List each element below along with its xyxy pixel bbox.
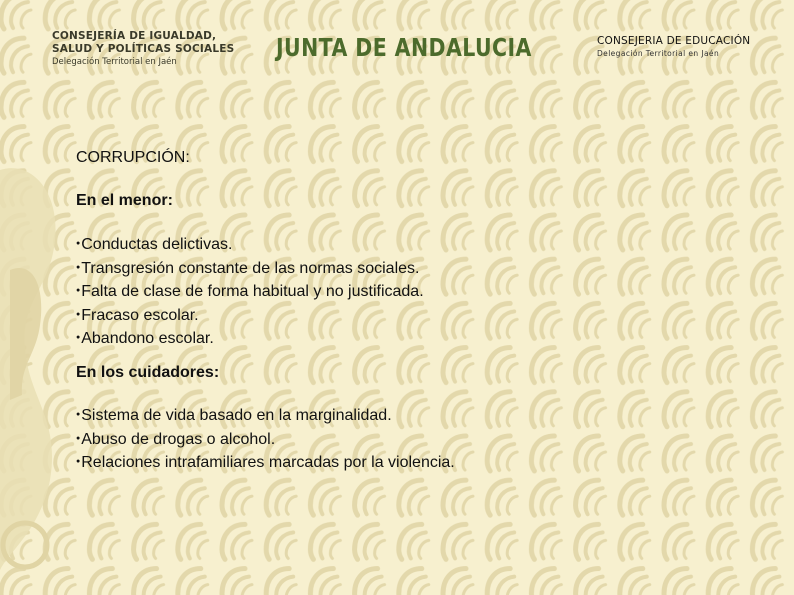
bullet-icon: ● — [76, 434, 81, 442]
section-heading-minor: En el menor: — [76, 192, 173, 209]
section-heading-caregivers: En los cuidadores: — [76, 364, 220, 381]
bullet-icon: ● — [76, 411, 81, 419]
list-item: ●Relaciones intrafamiliares marcadas por la violencia. — [76, 454, 455, 472]
minor-indicator-list — [76, 233, 424, 351]
institution-delegation: Delegación Territorial en Jaén — [52, 57, 177, 67]
page-title: CORRUPCIÓN: — [76, 149, 190, 166]
list-item: ●Conductas delictivas. — [76, 236, 233, 253]
list-item: ●Abuso de drogas o alcohol. — [76, 430, 276, 448]
bullet-icon: ● — [76, 287, 81, 295]
bullet-icon: ● — [76, 334, 81, 342]
education-council-name: CONSEJERIA DE EDUCACIÓN — [597, 35, 751, 47]
bullet-icon: ● — [76, 310, 81, 318]
header-left-institution — [52, 30, 234, 69]
education-delegation: Delegación Territorial en Jaén — [597, 49, 720, 58]
header-right-institution — [597, 35, 750, 58]
junta-de-andalucia-logo-text: JUNTA DE ANDALUCIA — [276, 33, 532, 62]
list-item: ●Transgresión constante de las normas sociales. — [76, 259, 420, 277]
andalucia-emblem-watermark — [0, 150, 70, 590]
list-item: ●Falta de clase de forma habitual y no justificada. — [76, 283, 424, 301]
bullet-icon: ● — [76, 458, 81, 466]
institution-name-line2: SALUD Y POLÍTICAS SOCIALES — [52, 43, 235, 55]
institution-name-line1: CONSEJERÍA DE IGUALDAD, — [52, 30, 217, 42]
list-item: ●Fracaso escolar. — [76, 306, 199, 324]
bullet-icon: ● — [76, 263, 81, 271]
bullet-icon: ● — [76, 240, 81, 248]
list-item: ●Sistema de vida basado en la marginalidad. — [76, 407, 392, 424]
caregiver-indicator-list — [76, 404, 455, 475]
list-item: ●Abandono escolar. — [76, 330, 214, 348]
